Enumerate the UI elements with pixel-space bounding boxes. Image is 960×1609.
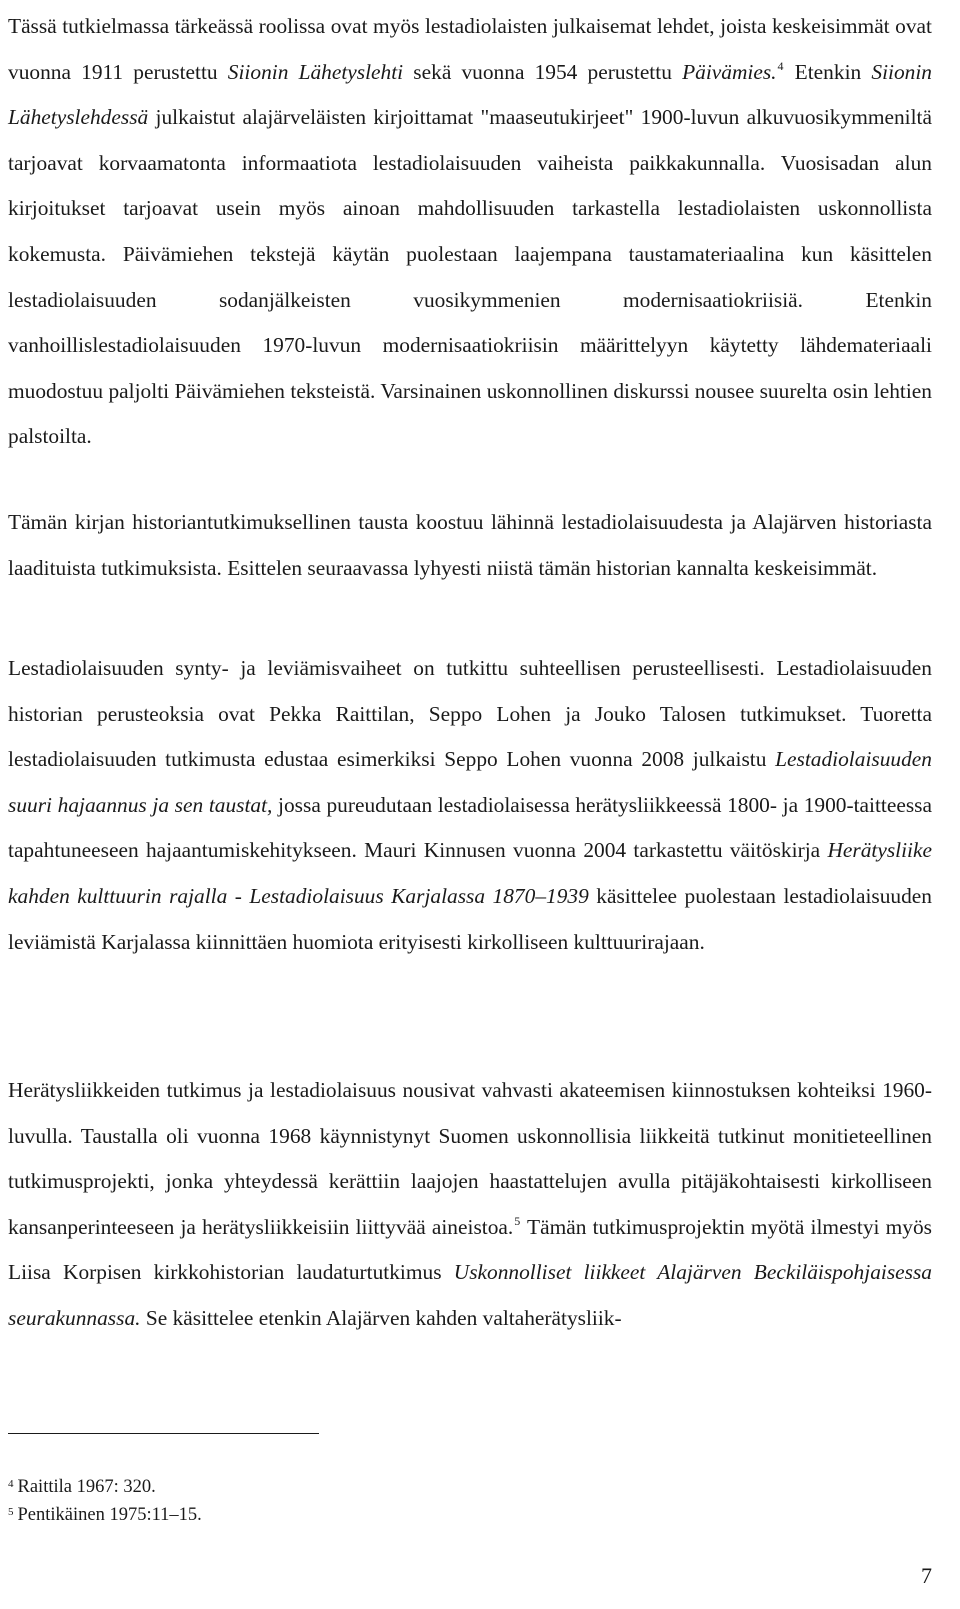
body-paragraph <box>8 646 932 965</box>
text-run: Lestadiolaisuuden synty- ja leviämisvaiheet on tutkittu suhteellisen perusteellisesti. Lestadiolaisuuden historian perusteoksia ovat Pekka Raittilan, Seppo Lohen ja Jouko Talosen tutkimukset. Tuoretta lestadiolaisuuden tutkimusta edustaa esimerkiksi Seppo Lohen vuonna 2008 julkaistu <box>8 656 932 772</box>
italic-text: Lestadiolaisuuden suuri hajaannus ja sen taustat, <box>8 747 932 817</box>
footnote <box>8 1473 156 1498</box>
body-paragraph <box>8 4 932 460</box>
text-run: Etenkin <box>784 59 872 84</box>
italic-text: Herätysliike kahden kulttuurin rajalla - Lestadiolaisuus Karjalassa 1870–1939 <box>8 838 932 908</box>
italic-text: Päivämies. <box>682 59 777 84</box>
italic-text: Siionin Lähetyslehdessä <box>8 59 932 130</box>
italic-text: Siionin Lähetyslehti <box>227 59 404 84</box>
footnote-separator <box>8 1433 319 1434</box>
text-run: Herätysliikkeiden tutkimus ja lestadiolaisuus nousivat vahvasti akateemisen kiinnostuksen kohteiksi 1960-luvulla. Taustalla oli vuonna 1968 käynnistynyt Suomen uskonnollisia liikkeitä tutkinut monitieteellinen tutkimusprojekti, jonka yhteydessä kerättiin laajojen haastattelujen avulla pitäjäkohtaisesti kirkolliseen kansanperinteeseen ja herätysliikkeisiin liittyvää aineistoa. <box>8 1078 932 1239</box>
text-run: Tämän tutkimusprojektin myötä ilmestyi myös Liisa Korpisen kirkkohistorian laudaturtutkimus <box>8 1214 932 1285</box>
text-run: jossa pureudutaan lestadiolaisessa herätysliikkeessä 1800- ja 1900-taitteessa tapahtuneeseen hajaantumiskehitykseen. Mauri Kinnusen vuonna 2004 tarkastettu väitöskirja <box>8 792 932 863</box>
text-run: julkaistut alajärveläisten kirjoittamat "maaseutukirjeet" 1900-luvun alkuvuosikymmeniltä tarjoavat korvaamatonta informaatiota lestadiolaisuuden vaiheista paikkakunnalla. Vuosisadan alun kirjoitukset tarjoavat usein myös ainoan mahdollisuuden tarkastella lestadiolaisten uskonnollista kokemusta. Päivämiehen tekstejä käytän puolestaan laajempana taustamateriaalina kun käsittelen lestadiolaisuuden sodanjälkeisten vuosikymmenien modernisaatiokriisiä. Etenkin vanhoillislestadiolaisuuden 1970-luvun modernisaatiokriisin määrittelyyn käytetty lähdemateriaali muodostuu paljolti Päivämiehen teksteistä. Varsinainen uskonnollinen diskurssi nousee suurelta osin lehtien palstoilta. <box>8 105 932 449</box>
text-run: Tässä tutkielmassa tärkeässä roolissa ovat myös lestadiolaisten julkaisemat lehdet, joista keskeisimmät ovat vuonna 1911 perustettu <box>8 14 932 84</box>
footnote-text: Raittila 1967: 320. <box>17 1477 156 1497</box>
page-number: 7 <box>921 1563 932 1588</box>
text-run: Se käsittelee etenkin Alajärven kahden valtaherätysliik- <box>140 1305 622 1330</box>
text-run: käsittelee puolestaan lestadiolaisuuden leviämistä Karjalassa kiinnittäen huomiota erityisesti kirkolliseen kulttuurirajaan. <box>8 883 932 954</box>
footnote-reference: 5 <box>514 1213 521 1228</box>
footnote-number: 5 <box>8 1506 14 1518</box>
footnote-number: 4 <box>8 1478 14 1490</box>
body-paragraph <box>8 1068 932 1342</box>
text-run: sekä vuonna 1954 perustettu <box>403 59 683 84</box>
footnote-text: Pentikäinen 1975:11–15. <box>17 1505 202 1525</box>
footnote <box>8 1501 202 1526</box>
body-paragraph <box>8 500 932 591</box>
footnote-reference: 4 <box>777 58 784 73</box>
italic-text: Uskonnolliset liikkeet Alajärven Beckiläispohjaisessa seurakunnassa. <box>8 1260 932 1330</box>
text-run: Tämän kirjan historiantutkimuksellinen tausta koostuu lähinnä lestadiolaisuudesta ja Alajärven historiasta laadituista tutkimuksista. Esittelen seuraavassa lyhyesti niistä tämän historian kannalta keskeisimmät. <box>8 510 932 580</box>
